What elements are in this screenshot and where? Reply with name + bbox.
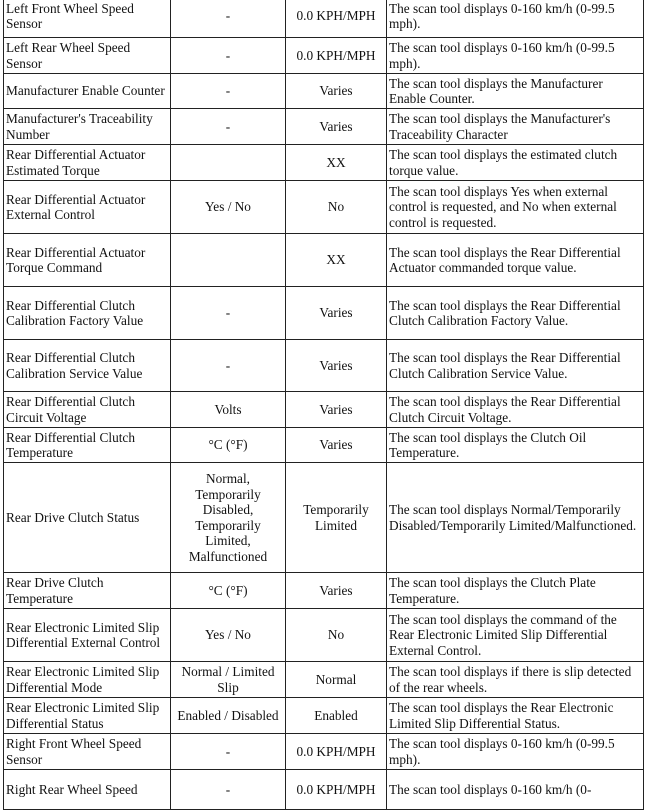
table-row bbox=[4, 662, 644, 698]
description-cell: The scan tool displays 0-160 km/h (0-99.5 mph). bbox=[387, 38, 644, 74]
parameter-name-cell: Rear Differential Actuator Torque Command bbox=[4, 234, 171, 287]
units-cell: Yes / No bbox=[171, 181, 286, 234]
units-cell: - bbox=[171, 74, 286, 109]
parameter-name-cell: Left Front Wheel Speed Sensor bbox=[4, 0, 171, 38]
parameter-name-cell: Left Rear Wheel Speed Sensor bbox=[4, 38, 171, 74]
units-cell: °C (°F) bbox=[171, 428, 286, 463]
table-row bbox=[4, 38, 644, 74]
description-cell: The scan tool displays the Clutch Oil Temperature. bbox=[387, 428, 644, 463]
typical-value-cell: Varies bbox=[286, 340, 387, 392]
units-cell: - bbox=[171, 287, 286, 340]
table-row bbox=[4, 181, 644, 234]
typical-value-cell: Varies bbox=[286, 74, 387, 109]
units-cell: °C (°F) bbox=[171, 573, 286, 609]
parameter-name-cell: Rear Electronic Limited Slip Differential External Control bbox=[4, 609, 171, 662]
description-cell: The scan tool displays the Rear Differential Clutch Calibration Factory Value. bbox=[387, 287, 644, 340]
typical-value-cell: Varies bbox=[286, 109, 387, 145]
scan-parameter-table bbox=[3, 0, 644, 810]
description-cell: The scan tool displays Yes when external control is requested, and No when external control is requested. bbox=[387, 181, 644, 234]
parameter-name-cell: Rear Differential Clutch Calibration Factory Value bbox=[4, 287, 171, 340]
description-cell: The scan tool displays the Rear Differential Actuator commanded torque value. bbox=[387, 234, 644, 287]
parameter-name-cell: Rear Drive Clutch Temperature bbox=[4, 573, 171, 609]
typical-value-cell: Varies bbox=[286, 287, 387, 340]
description-cell: The scan tool displays 0-160 km/h (0-99.5 mph). bbox=[387, 0, 644, 38]
typical-value-cell: XX bbox=[286, 145, 387, 181]
table-row bbox=[4, 734, 644, 770]
description-cell: The scan tool displays the Manufacturer Enable Counter. bbox=[387, 74, 644, 109]
table-row bbox=[4, 463, 644, 573]
table-row bbox=[4, 0, 644, 38]
typical-value-cell: Varies bbox=[286, 573, 387, 609]
parameter-name-cell: Rear Differential Clutch Temperature bbox=[4, 428, 171, 463]
typical-value-cell: 0.0 KPH/MPH bbox=[286, 0, 387, 38]
units-cell: - bbox=[171, 340, 286, 392]
table-body bbox=[4, 0, 644, 810]
parameter-name-cell: Rear Differential Actuator Estimated Torque bbox=[4, 145, 171, 181]
units-cell: Volts bbox=[171, 392, 286, 428]
typical-value-cell: Varies bbox=[286, 392, 387, 428]
parameter-name-cell: Rear Drive Clutch Status bbox=[4, 463, 171, 573]
parameter-name-cell: Rear Electronic Limited Slip Differential Mode bbox=[4, 662, 171, 698]
units-cell: - bbox=[171, 770, 286, 810]
typical-value-cell: Temporarily Limited bbox=[286, 463, 387, 573]
parameter-name-cell: Manufacturer's Traceability Number bbox=[4, 109, 171, 145]
units-cell bbox=[171, 145, 286, 181]
description-cell: The scan tool displays the estimated clutch torque value. bbox=[387, 145, 644, 181]
parameter-name-cell: Right Front Wheel Speed Sensor bbox=[4, 734, 171, 770]
units-cell: Enabled / Disabled bbox=[171, 698, 286, 734]
parameter-name-cell: Manufacturer Enable Counter bbox=[4, 74, 171, 109]
description-cell: The scan tool displays if there is slip detected of the rear wheels. bbox=[387, 662, 644, 698]
parameter-name-cell: Rear Differential Actuator External Control bbox=[4, 181, 171, 234]
parameter-name-cell: Right Rear Wheel Speed bbox=[4, 770, 171, 810]
parameter-name-cell: Rear Differential Clutch Circuit Voltage bbox=[4, 392, 171, 428]
table-row bbox=[4, 698, 644, 734]
description-cell: The scan tool displays the Rear Differential Clutch Calibration Service Value. bbox=[387, 340, 644, 392]
units-cell: Yes / No bbox=[171, 609, 286, 662]
description-cell: The scan tool displays 0-160 km/h (0- bbox=[387, 770, 644, 810]
units-cell bbox=[171, 234, 286, 287]
typical-value-cell: Varies bbox=[286, 428, 387, 463]
table-row bbox=[4, 609, 644, 662]
table-row bbox=[4, 770, 644, 810]
typical-value-cell: Enabled bbox=[286, 698, 387, 734]
typical-value-cell: XX bbox=[286, 234, 387, 287]
typical-value-cell: No bbox=[286, 609, 387, 662]
units-cell: Normal, Temporarily Disabled, Temporarily Limited, Malfunctioned bbox=[171, 463, 286, 573]
table-row bbox=[4, 392, 644, 428]
description-cell: The scan tool displays the Rear Differential Clutch Circuit Voltage. bbox=[387, 392, 644, 428]
units-cell: Normal / Limited Slip bbox=[171, 662, 286, 698]
typical-value-cell: No bbox=[286, 181, 387, 234]
typical-value-cell: 0.0 KPH/MPH bbox=[286, 770, 387, 810]
table-row bbox=[4, 109, 644, 145]
typical-value-cell: 0.0 KPH/MPH bbox=[286, 38, 387, 74]
table-row bbox=[4, 145, 644, 181]
description-cell: The scan tool displays the Manufacturer's Traceability Character bbox=[387, 109, 644, 145]
units-cell: - bbox=[171, 38, 286, 74]
typical-value-cell: Normal bbox=[286, 662, 387, 698]
description-cell: The scan tool displays Normal/Temporarily Disabled/Temporarily Limited/Malfunctioned. bbox=[387, 463, 644, 573]
description-cell: The scan tool displays the command of the Rear Electronic Limited Slip Differential External Control. bbox=[387, 609, 644, 662]
table-row bbox=[4, 74, 644, 109]
typical-value-cell: 0.0 KPH/MPH bbox=[286, 734, 387, 770]
table-row bbox=[4, 428, 644, 463]
units-cell: - bbox=[171, 109, 286, 145]
units-cell: - bbox=[171, 734, 286, 770]
table-row bbox=[4, 234, 644, 287]
description-cell: The scan tool displays the Rear Electronic Limited Slip Differential Status. bbox=[387, 698, 644, 734]
table-row bbox=[4, 573, 644, 609]
table-row bbox=[4, 287, 644, 340]
table-row bbox=[4, 340, 644, 392]
units-cell: - bbox=[171, 0, 286, 38]
parameter-name-cell: Rear Electronic Limited Slip Differential Status bbox=[4, 698, 171, 734]
description-cell: The scan tool displays the Clutch Plate Temperature. bbox=[387, 573, 644, 609]
parameter-name-cell: Rear Differential Clutch Calibration Service Value bbox=[4, 340, 171, 392]
description-cell: The scan tool displays 0-160 km/h (0-99.5 mph). bbox=[387, 734, 644, 770]
